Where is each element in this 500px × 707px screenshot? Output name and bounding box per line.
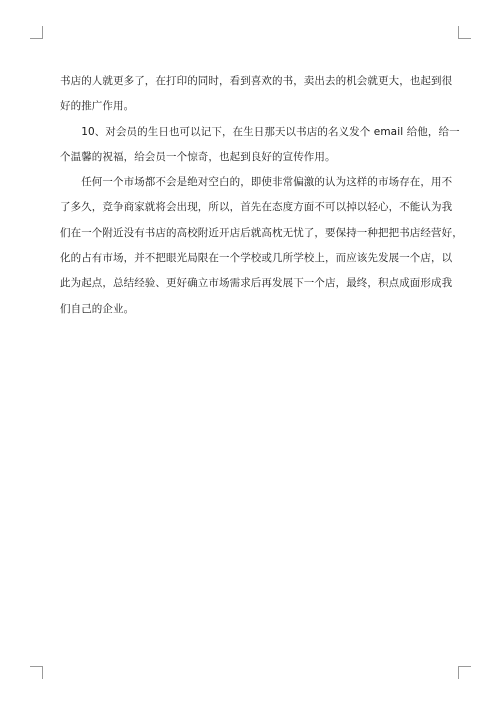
body-line: 们自己的企业。	[60, 302, 135, 315]
crop-mark-bottom-right	[458, 666, 471, 679]
body-line: 们在一个附近没有书店的高校附近开店后就高枕无忧了，要保持一种把把书店经营好，	[60, 226, 463, 239]
crop-mark-top-right	[458, 26, 471, 39]
body-line: 好的推广作用。	[60, 100, 135, 113]
crop-mark-bottom-left	[30, 666, 43, 679]
body-line: 书店的人就更多了，在打印的同时，看到喜欢的书，卖出去的机会就更大，也起到很	[60, 75, 453, 87]
crop-mark-top-left	[30, 26, 43, 39]
body-line: 10、对会员的生日也可以记下，在生日那天以书店的名义发个 email 给他，给一	[60, 125, 460, 138]
body-line: 个温馨的祝福，给会员一个惊奇，也起到良好的宣传作用。	[60, 150, 336, 163]
document-body	[60, 69, 463, 322]
body-line: 此为起点，总结经验、更好确立市场需求后再发展下一个店，最终，积点成面形成我	[60, 277, 453, 290]
body-line: 任何一个市场都不会是绝对空白的，即使非常偏激的认为这样的市场存在，用不	[60, 176, 453, 189]
body-line: 化的占有市场，并不把眼光局限在一个学校或几所学校上，而应该先发展一个店，以	[60, 252, 453, 265]
body-line: 了多久，竞争商家就将会出现，所以，首先在态度方面不可以掉以轻心，不能认为我	[60, 201, 453, 214]
